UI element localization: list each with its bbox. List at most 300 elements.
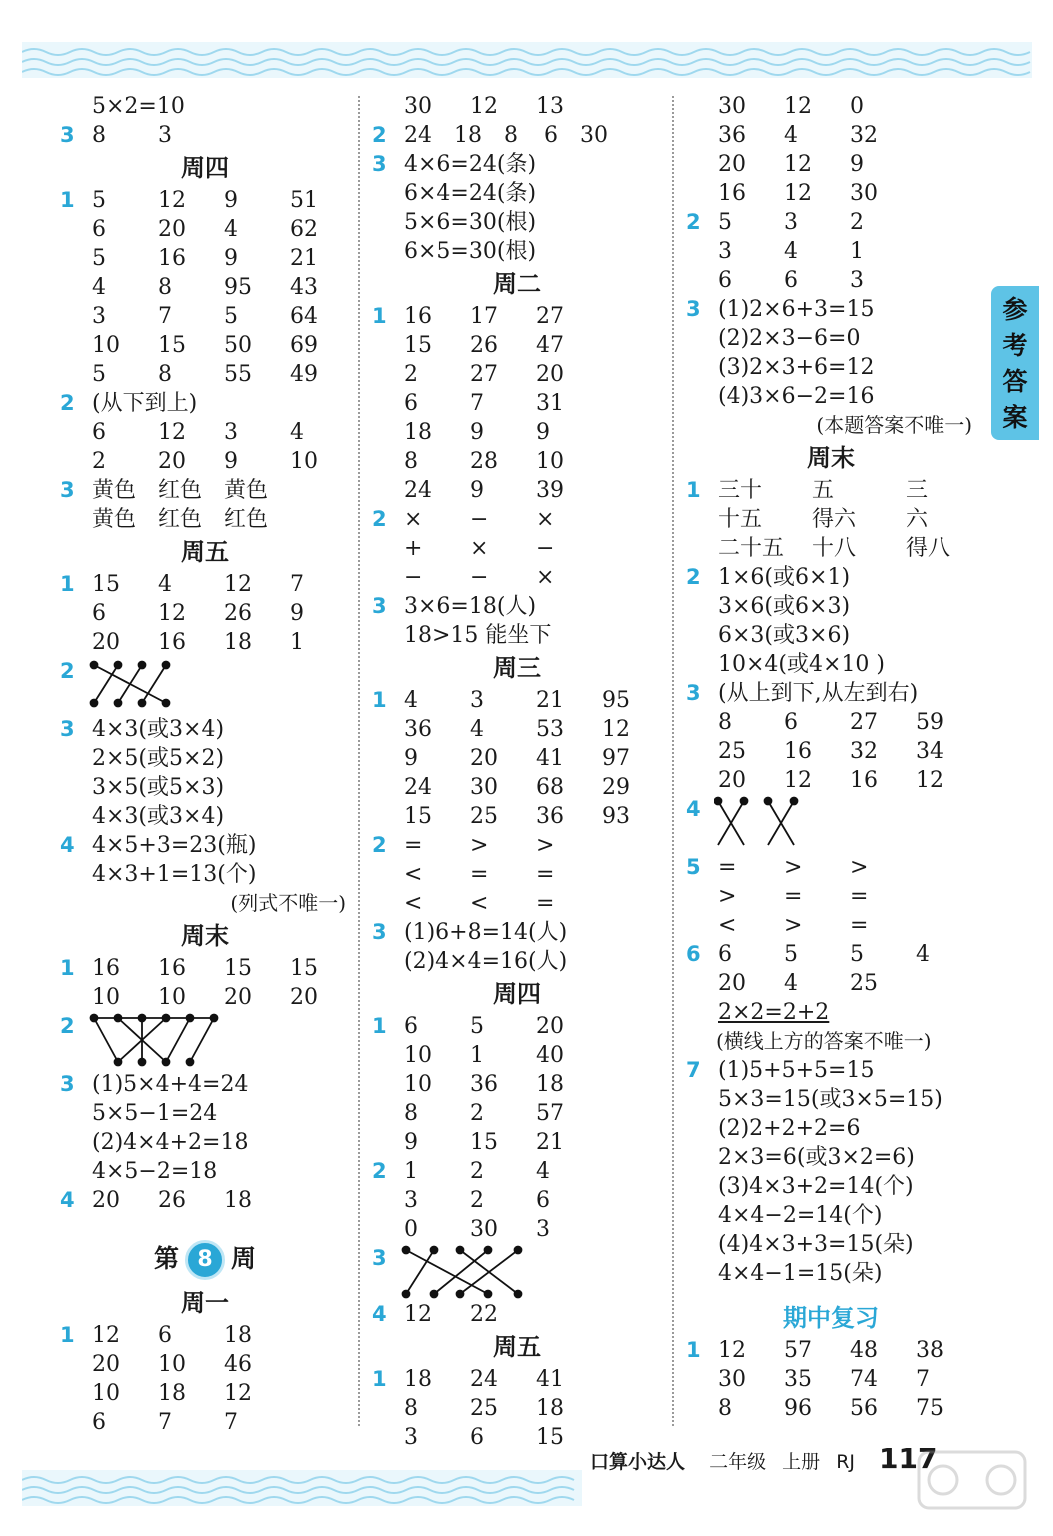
answer-value: 20 [718,971,746,996]
page-number: 117 [879,1442,938,1475]
answer-value: > [718,884,737,909]
answer-block [60,389,350,476]
answer-value: 9 [850,152,864,177]
answer-value: 48 [850,1338,878,1363]
answer-value: 8 [404,449,418,474]
answer-value: 12 [784,181,812,206]
answer-value: 50 [224,333,252,358]
answer-line [686,679,976,708]
answer-line [686,324,976,353]
question-number: 3 [60,478,75,502]
answer-value: 红色 [158,478,203,503]
answer-value: 47 [536,333,564,358]
answer-value: 20 [718,152,746,177]
question-number: 3 [372,152,387,176]
answer-value: 49 [290,362,318,387]
answer-value: > [850,855,869,880]
answer-block [686,679,976,795]
answer-value: = [536,862,555,887]
answer-line [372,360,662,389]
answer-block [372,1365,662,1452]
answer-value: 6×3(或3×6) [718,623,851,648]
answer-value: 12 [916,768,944,793]
answer-value: 32 [850,123,878,148]
answer-block [60,1321,350,1437]
answer-value: 6×5=30(根) [404,239,537,264]
watermark-logo [913,1442,1031,1522]
answer-value: 3×6=18(人) [404,594,537,619]
answer-value: 得八 [906,536,951,561]
answer-value: 74 [850,1367,878,1392]
answer-value: × [536,565,555,590]
answer-value: − [536,536,555,561]
answer-line [686,150,976,179]
answer-line [686,1394,976,1423]
answer-value: 4×3+1=13(个) [92,862,257,887]
answer-value: 18 [404,1367,432,1392]
answer-line [60,954,350,983]
answer-block [60,831,350,889]
answer-value: 5×6=30(根) [404,210,537,235]
answer-value: 51 [290,188,318,213]
question-number: 2 [686,210,701,234]
answer-value: 三 [906,478,929,503]
answer-block [60,476,350,534]
answer-line [372,715,662,744]
answer-value: 2 [850,210,864,235]
answer-value: 38 [916,1338,944,1363]
answer-value: 2 [92,449,106,474]
answer-value: 10 [290,449,318,474]
answer-line [372,1394,662,1423]
answer-line [686,1230,976,1259]
answer-line [60,1350,350,1379]
answer-value: 15 [404,804,432,829]
answer-value: 30 [718,1367,746,1392]
answer-value: 3 [718,239,732,264]
edition-label: RJ [836,1451,855,1473]
answer-line [686,353,976,382]
answer-value: 15 [290,956,318,981]
answer-value: 55 [224,362,252,387]
answer-value: + [404,536,423,561]
answer-line [60,1070,350,1099]
answer-value: 16 [784,739,812,764]
answer-value: − [404,565,423,590]
answer-line [60,505,350,534]
grade-label: 二年级 [709,1451,767,1473]
answer-value: × [404,507,423,532]
answer-line [372,150,662,179]
answer-value: 4 [290,420,304,445]
answer-value: 3 [404,1425,418,1450]
answer-value: 20 [470,746,498,771]
section-heading: 周一 [181,1289,229,1317]
answer-value: (1)6+8=14(人) [404,920,568,945]
answer-value: 2 [470,1101,484,1126]
answer-block [686,853,976,940]
answer-value: 32 [850,739,878,764]
answer-value: 18 [404,420,432,445]
answer-line [372,302,662,331]
answer-value: 30 [470,775,498,800]
answer-line [372,773,662,802]
question-number: 1 [686,1338,701,1362]
answer-line [372,889,662,918]
answer-value: 7 [224,1410,238,1435]
answer-block [60,954,350,1012]
answer-value: < [718,913,737,938]
section-heading: 周四 [181,154,229,182]
answer-line [372,476,662,505]
answer-value: 8 [718,1396,732,1421]
answer-line [60,1128,350,1157]
answer-value: 40 [536,1043,564,1068]
answer-line [372,447,662,476]
answer-value: (2)2×3−6=0 [718,326,861,351]
answer-value: = [536,891,555,916]
answer-value: 25 [850,971,878,996]
answer-line [372,1099,662,1128]
answer-line [60,389,350,418]
answer-value: 29 [602,775,630,800]
answer-line [686,1114,976,1143]
answer-line [60,628,350,657]
answer-line [60,599,350,628]
answer-value: 17 [470,304,498,329]
answer-value: 6 [718,942,732,967]
answer-value: (1)5+5+5=15 [718,1058,875,1083]
answer-value: 9 [224,449,238,474]
answer-key-tab: 参 考 答 案 [991,286,1039,440]
answer-value: 16 [158,630,186,655]
answer-line [686,1336,976,1365]
week-title: 第 8 周 [60,1233,350,1285]
answer-line [372,744,662,773]
answer-value: 1 [470,1043,484,1068]
answer-value: 4 [784,239,798,264]
answer-value: 36 [536,804,564,829]
answer-value: 10 [92,333,120,358]
section-heading: 周五 [181,538,229,566]
answer-block [60,1070,350,1186]
matching-diagram: 4 [686,795,976,853]
volume-label: 上册 [782,1451,821,1473]
answer-value: 35 [784,1367,812,1392]
answer-line [372,592,662,621]
question-number: 1 [60,1323,75,1347]
answer-value: 5×3=15(或3×5=15) [718,1087,943,1112]
section-heading: 周二 [493,270,541,298]
question-number: 3 [60,717,75,741]
answer-value: 97 [602,746,630,771]
answer-line [372,918,662,947]
question-number: 2 [686,565,701,589]
answer-value: = [470,862,489,887]
answer-value: 16 [850,768,878,793]
answer-value: 5 [850,942,864,967]
answer-line [60,1321,350,1350]
answer-line [372,1041,662,1070]
answer-block [372,1012,662,1157]
answer-value: 20 [718,768,746,793]
answer-value: 五 [812,478,835,503]
answer-block [372,302,662,505]
matching-diagram: 2 [60,657,350,715]
answer-value: 9 [470,420,484,445]
section-heading: 周四 [493,980,541,1008]
answer-value: 43 [290,275,318,300]
answer-value: 93 [602,804,630,829]
answer-line [372,389,662,418]
answer-value: 6 [536,1188,550,1213]
answer-line [372,686,662,715]
question-number: 3 [686,297,701,321]
answer-line [686,179,976,208]
answer-value: 26 [470,333,498,358]
question-number: 2 [372,833,387,857]
answer-value: 62 [290,217,318,242]
answer-line [686,592,976,621]
answer-value: 12 [158,188,186,213]
question-number: 3 [686,681,701,705]
answer-value: 9 [404,1130,418,1155]
answer-line [60,331,350,360]
answer-value: 4×4−1=15(朵) [718,1261,883,1286]
answer-line [372,1186,662,1215]
answer-value: (4)3×6−2=16 [718,384,875,409]
answer-line [372,1215,662,1244]
bottom-wave-decoration [22,1470,582,1506]
answer-value: 4 [92,275,106,300]
answer-value: 6 [158,1323,172,1348]
answer-value: 红色 [224,507,269,532]
answer-line [686,621,976,650]
answer-block [372,505,662,592]
answer-column-2: 30 12 13 2 24 18 8 6 30 3 4×6=24(条) 6×4=24(条) 5×6=30(根) 6×5=30(根) 周二 1 16 17 27 15 26 47 2 27 20 6 7 31 18 9 9 8 28 10 24 9 39 2 × − × + × − − − × 3 3×6=18(人) 18>15 能坐下 周三 1 4 3 21 95 36 4 53 12 9 20 41 97 24 30 68 29 15 25 36 93 2 = > > < = = < < = 3 (1)6+8=14(人) (2)4×4=16(人) 周四 1 6 5 20 10 1 40 10 36 18 8 2 57 9 15 21 2 1 2 4 3 2 6 0 30 3 3 4 12 22 周五 1 18 24 41 8 25 18 3 6 15 [372,92,662,1452]
answer-value: − [470,565,489,590]
answer-line [372,802,662,831]
question-number: 1 [60,188,75,212]
answer-value: 0 [404,1217,418,1242]
answer-value: 3 [536,1217,550,1242]
answer-block [686,476,976,563]
answer-value: 4×4−2=14(个) [718,1203,883,1228]
answer-line [686,737,976,766]
answer-value: 16 [92,956,120,981]
answer-line [372,831,662,860]
answer-line [686,1085,976,1114]
answer-value: × [536,507,555,532]
page-footer [590,1442,948,1476]
answer-value: 15 [224,956,252,981]
answer-value: 9 [470,478,484,503]
answer-line [60,273,350,302]
answer-line [372,237,662,266]
answer-value: (4)4×3+3=15(朵) [718,1232,914,1257]
answer-line [686,1172,976,1201]
answer-value: 10 [92,985,120,1010]
answer-value: 6 [470,1425,484,1450]
answer-value: 得六 [812,507,857,532]
top-wave-decoration [22,42,1032,78]
answer-value: 57 [536,1101,564,1126]
answer-line [372,331,662,360]
answer-block [372,150,662,266]
answer-value: 6×4=24(条) [404,181,537,206]
answer-value: 75 [916,1396,944,1421]
answer-value: 59 [916,710,944,735]
answer-value: = [850,913,869,938]
answer-value: > [784,913,803,938]
answer-value: 黄色 [92,478,137,503]
answer-block [372,918,662,976]
question-number: 1 [372,1367,387,1391]
answer-line [372,1157,662,1186]
answer-value: 4 [784,123,798,148]
answer-value: 27 [850,710,878,735]
answer-value: 20 [92,630,120,655]
answer-value: 18 [224,630,252,655]
answer-block [686,563,976,679]
answer-value: 10 [404,1072,432,1097]
question-number: 2 [372,1159,387,1183]
answer-value: 12 [718,1338,746,1363]
answer-value: 95 [602,688,630,713]
answer-line [372,1128,662,1157]
answer-line [686,1259,976,1288]
answer-value: 10 [536,449,564,474]
answer-value: 5 [92,362,106,387]
answer-value: = [404,833,423,858]
answer-value: 4 [224,217,238,242]
answer-line [60,302,350,331]
answer-line [686,382,976,411]
answer-line [60,715,350,744]
answer-value: 64 [290,304,318,329]
answer-value: 9 [536,420,550,445]
answer-value: 12 [158,420,186,445]
match-lines [88,1012,228,1070]
answer-value: = [718,855,737,880]
answer-line [686,534,976,563]
answer-value: 16 [718,181,746,206]
answer-value: 二十五 [718,536,785,561]
answer-value: 15 [404,333,432,358]
answer-value: 3×6(或6×3) [718,594,851,619]
answer-line [372,1365,662,1394]
answer-value: 18 [224,1323,252,1348]
answer-line [60,215,350,244]
section-heading: 周末 [807,444,855,472]
answer-value: − [470,507,489,532]
question-number: 1 [372,304,387,328]
answer-value: 18 [536,1072,564,1097]
answer-value: (1)2×6+3=15 [718,297,875,322]
answer-value: 30 [850,181,878,206]
answer-line [686,476,976,505]
answer-value: 56 [850,1396,878,1421]
answer-line [686,882,976,911]
answer-line [60,418,350,447]
answer-value: 7 [158,1410,172,1435]
answer-value: 2×5(或5×2) [92,746,225,771]
answer-value: 4×5+3=23(瓶) [92,833,257,858]
answer-line [686,266,976,295]
answer-line [686,208,976,237]
answer-value: > [784,855,803,880]
answer-value: 24 [470,1367,498,1392]
column-divider [358,96,360,1426]
answer-value: 12 [92,1323,120,1348]
answer-value: 5 [470,1014,484,1039]
answer-line [686,766,976,795]
answer-value: 28 [470,449,498,474]
answer-value: (2)2+2+2=6 [718,1116,861,1141]
answer-value: 4 [916,942,930,967]
answer-value: 12 [602,717,630,742]
answer-line [60,244,350,273]
answer-value: × [470,536,489,561]
column-divider [672,96,674,1426]
answer-value: 红色 [158,507,203,532]
answer-value: 21 [536,688,564,713]
answer-value: 27 [536,304,564,329]
answer-value: 53 [536,717,564,742]
answer-value: 1 [290,630,304,655]
answer-value: 18 [158,1381,186,1406]
section-heading: 周三 [493,654,541,682]
note: (横线上方的答案不唯一) [716,1029,932,1053]
answer-value: 21 [536,1130,564,1155]
answer-value: 10 [92,1381,120,1406]
answer-line [60,447,350,476]
answer-value: 7 [290,572,304,597]
answer-block [686,92,976,208]
answer-value: 27 [470,362,498,387]
answer-line [686,1143,976,1172]
answer-value: 41 [536,746,564,771]
answer-line [686,505,976,534]
answer-value: 3 [850,268,864,293]
answer-value: 25 [470,1396,498,1421]
answer-line [686,563,976,592]
answer-value: 20 [290,985,318,1010]
answer-block [60,186,350,389]
answer-line [686,853,976,882]
answer-block [686,1056,976,1288]
answer-value: 12 [158,601,186,626]
answer-value: 4 [404,688,418,713]
question-number: 1 [372,688,387,712]
answer-line [686,969,976,998]
answer-value: 2 [470,1159,484,1184]
answer-value: 9 [290,601,304,626]
answer-line [372,534,662,563]
answer-value: 2 [404,362,418,387]
answer-value: 1×6(或6×1) [718,565,851,590]
answer-line [372,1012,662,1041]
answer-value: (3)4×3+2=14(个) [718,1174,914,1199]
answer-value: 10×4(或4×10 ) [718,652,886,677]
answer-value: 16 [404,304,432,329]
answer-value: 6 [92,601,106,626]
answer-line [686,121,976,150]
answer-line [372,505,662,534]
answer-line [60,1157,350,1186]
answer-value: 8 [158,275,172,300]
answer-value: 5×5−1=24 [92,1101,218,1126]
